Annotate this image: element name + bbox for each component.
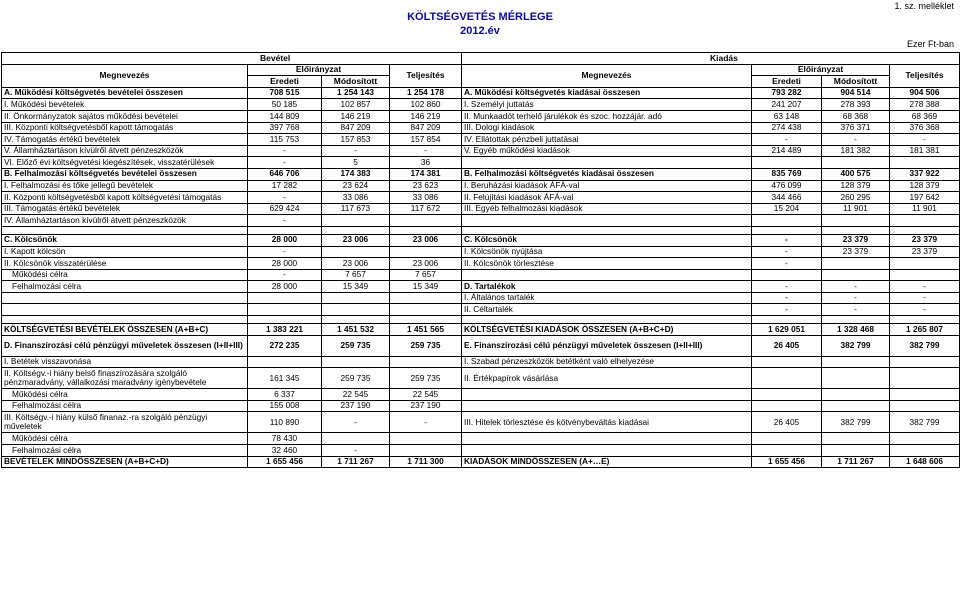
orig-right-cell: - [752,304,822,316]
header-fulfilment-right: Teljesítés [890,64,960,87]
fulfil-right-cell [890,356,960,368]
balance-table [1,52,960,468]
orig-right-cell: 835 769 [752,168,822,180]
table-row [2,292,960,304]
orig-right-cell [752,400,822,412]
mod-right-cell [822,356,890,368]
name-left-cell: II. Önkormányzatok sajátos működési bevételei [2,110,248,122]
table-row [2,433,960,445]
orig-right-cell [752,215,822,227]
fulfil-left-cell: 146 219 [390,110,462,122]
mod-right-cell [822,269,890,281]
table-row [2,168,960,180]
orig-left-cell: 646 706 [248,168,322,180]
mod-right-cell [822,258,890,270]
header-expense: Kiadás [462,53,960,65]
orig-left-cell: 144 809 [248,110,322,122]
name-left-cell [2,304,248,316]
orig-right-cell: - [752,234,822,246]
table-row [2,258,960,270]
fulfil-left-cell: 259 735 [390,335,462,356]
mod-right-cell: 23 379 [822,234,890,246]
orig-right-cell [752,433,822,445]
name-left-cell: II. Kölcsönök visszatérülése [2,258,248,270]
orig-left-cell [248,356,322,368]
mod-left-cell: 22 545 [322,389,390,401]
orig-right-cell: 793 282 [752,87,822,99]
name-left-cell: VI. Előző évi költségvetési kiegészítések, visszatérülések [2,157,248,169]
mod-right-cell: 382 799 [822,335,890,356]
mod-right-cell: 382 799 [822,412,890,433]
mod-left-cell: 33 086 [322,192,390,204]
orig-right-cell [752,389,822,401]
mod-right-cell [822,368,890,389]
name-right-cell: I. Beruházási kiadások ÁFÁ-val [462,180,752,192]
mod-right-cell [822,215,890,227]
orig-left-cell: 1 655 456 [248,456,322,468]
orig-right-cell: 26 405 [752,335,822,356]
fulfil-left-cell: 23 006 [390,258,462,270]
orig-left-cell: 28 000 [248,258,322,270]
separator-cell [752,316,822,324]
separator-cell [248,226,322,234]
name-right-cell: III. Egyéb felhalmozási kiadások [462,203,752,215]
mod-right-cell [822,400,890,412]
mod-right-cell: 260 295 [822,192,890,204]
fulfil-left-cell: 237 190 [390,400,462,412]
mod-left-cell [322,246,390,258]
mod-left-cell: 5 [322,157,390,169]
orig-left-cell: 17 282 [248,180,322,192]
fulfil-left-cell: 1 451 565 [390,324,462,336]
fulfil-right-cell [890,215,960,227]
orig-left-cell [248,304,322,316]
fulfil-right-cell: 337 922 [890,168,960,180]
orig-right-cell: 241 207 [752,99,822,111]
mod-right-cell [822,433,890,445]
name-right-cell: IV. Ellátottak pénzbeli juttatásai [462,134,752,146]
fulfil-left-cell: 157 854 [390,134,462,146]
header-fulfilment-left: Teljesítés [390,64,462,87]
table-row [2,180,960,192]
mod-right-cell [822,445,890,457]
orig-right-cell: 1 629 051 [752,324,822,336]
fulfil-left-cell [390,215,462,227]
mod-right-cell: 376 371 [822,122,890,134]
orig-left-cell [248,292,322,304]
fulfil-right-cell [890,368,960,389]
fulfil-right-cell [890,389,960,401]
name-left-cell: B. Felhalmozási költségvetés bevételei összesen [2,168,248,180]
fulfil-right-cell: 68 369 [890,110,960,122]
orig-right-cell: 1 655 456 [752,456,822,468]
orig-right-cell: 214 489 [752,145,822,157]
name-left-cell: III. Központi költségvetésből kapott támogatás [2,122,248,134]
separator-cell [322,226,390,234]
name-left-cell: II. Költségv.-i hiány belső finaszírozására szolgáló pénzmaradvány, vállalkozási maradvány igénybevétele [2,368,248,389]
fulfil-left-cell: 259 735 [390,368,462,389]
name-right-cell: II. Munkaadót terhelő járulékok és szoc. hozzájár. adó [462,110,752,122]
orig-right-cell: 476 099 [752,180,822,192]
fulfil-left-cell: - [390,145,462,157]
table-row [2,400,960,412]
name-right-cell: D. Tartalékok [462,281,752,293]
mod-left-cell: 1 451 532 [322,324,390,336]
name-right-cell: I. Kölcsönök nyújtása [462,246,752,258]
name-left-cell: I. Felhalmozási és tőke jellegű bevételek [2,180,248,192]
mod-right-cell: - [822,281,890,293]
page-subtitle: 2012.év [460,25,500,37]
mod-right-cell: 68 368 [822,110,890,122]
mod-left-cell [322,215,390,227]
orig-right-cell: - [752,258,822,270]
unit-label: Ezer Ft-ban [906,39,954,49]
annex-note: 1. sz. melléklet [894,1,954,11]
name-left-cell: D. Finanszírozási célú pénzügyi műveletek összesen (I+II+III) [2,335,248,356]
mod-left-cell [322,292,390,304]
table-row [2,192,960,204]
mod-right-cell: 1 328 468 [822,324,890,336]
name-right-cell [462,157,752,169]
fulfil-right-cell: 376 368 [890,122,960,134]
fulfil-right-cell: 23 379 [890,246,960,258]
mod-left-cell: 1 254 143 [322,87,390,99]
orig-left-cell: 155 008 [248,400,322,412]
header-appropriation-right: Előirányzat [752,64,890,76]
header-modified-right: Módosított [822,76,890,88]
orig-left-cell: 708 515 [248,87,322,99]
fulfil-left-cell [390,433,462,445]
name-left-cell: Működési célra [2,433,248,445]
mod-left-cell: 23 624 [322,180,390,192]
name-right-cell: II. Értékpapírok vásárlása [462,368,752,389]
separator-cell [322,316,390,324]
fulfil-right-cell: 128 379 [890,180,960,192]
orig-left-cell: 1 383 221 [248,324,322,336]
orig-right-cell: - [752,134,822,146]
fulfil-left-cell [390,246,462,258]
name-right-cell [462,445,752,457]
orig-right-cell [752,157,822,169]
fulfil-right-cell: 1 265 807 [890,324,960,336]
mod-right-cell: 181 382 [822,145,890,157]
name-left-cell: Felhalmozási célra [2,400,248,412]
fulfil-right-cell: 382 799 [890,335,960,356]
name-left-cell: A. Működési költségvetés bevételei összesen [2,87,248,99]
separator-cell [462,316,752,324]
name-right-cell: KÖLTSÉGVETÉSI KIADÁSOK ÖSSZESEN (A+B+C+D) [462,324,752,336]
fulfil-right-cell [890,269,960,281]
orig-right-cell: 63 148 [752,110,822,122]
mod-left-cell: 174 383 [322,168,390,180]
mod-left-cell: 237 190 [322,400,390,412]
name-left-cell: I. Betétek visszavonása [2,356,248,368]
name-right-cell: E. Finanszírozási célú pénzügyi műveletek összesen (I+II+III) [462,335,752,356]
mod-left-cell: 23 006 [322,258,390,270]
name-right-cell: V. Egyéb működési kiadások [462,145,752,157]
page-title: KÖLTSÉGVETÉS MÉRLEGE [407,11,553,23]
table-row [2,269,960,281]
fulfil-right-cell [890,433,960,445]
orig-right-cell: - [752,292,822,304]
fulfil-left-cell [390,292,462,304]
mod-right-cell [822,157,890,169]
mod-left-cell: 259 735 [322,368,390,389]
mod-left-cell: - [322,445,390,457]
mod-left-cell: 7 657 [322,269,390,281]
mod-left-cell: 102 857 [322,99,390,111]
header-name-right: Megnevezés [462,64,752,87]
name-left-cell: BEVÉTELEK MINDÖSSZESEN (A+B+C+D) [2,456,248,468]
header-original-left: Eredeti [248,76,322,88]
table-row [2,215,960,227]
fulfil-left-cell: 847 209 [390,122,462,134]
name-right-cell [462,269,752,281]
separator-cell [390,226,462,234]
fulfil-right-cell: 1 648 606 [890,456,960,468]
name-right-cell: I. Szabad pénzeszközök betétként való elhelyezése [462,356,752,368]
fulfil-left-cell: 1 254 178 [390,87,462,99]
orig-right-cell [752,269,822,281]
fulfil-right-cell: 11 901 [890,203,960,215]
table-row [2,389,960,401]
fulfil-right-cell: 23 379 [890,234,960,246]
mod-left-cell [322,304,390,316]
fulfil-right-cell: - [890,134,960,146]
table-row [2,246,960,258]
orig-left-cell: - [248,145,322,157]
mod-left-cell: 15 349 [322,281,390,293]
table-row [2,203,960,215]
table-row [2,87,960,99]
fulfil-left-cell: 23 623 [390,180,462,192]
table-row [2,99,960,111]
name-left-cell: Felhalmozási célra [2,281,248,293]
name-right-cell: A. Működési költségvetés kiadásai összesen [462,87,752,99]
name-right-cell: II. Felújítási kiadások ÁFÁ-val [462,192,752,204]
orig-right-cell: 274 438 [752,122,822,134]
mod-right-cell: - [822,134,890,146]
fulfil-right-cell [890,258,960,270]
separator-cell [822,316,890,324]
table-row [2,456,960,468]
orig-left-cell: 50 185 [248,99,322,111]
mod-left-cell: 259 735 [322,335,390,356]
name-right-cell [462,389,752,401]
fulfil-right-cell: - [890,281,960,293]
fulfil-left-cell: 174 381 [390,168,462,180]
name-left-cell: IV. Államháztartáson kívülről átvett pénzeszközök [2,215,248,227]
mod-left-cell: 146 219 [322,110,390,122]
orig-left-cell: 78 430 [248,433,322,445]
fulfil-left-cell: 7 657 [390,269,462,281]
mod-left-cell: - [322,145,390,157]
name-left-cell: C. Kölcsönök [2,234,248,246]
header-modified-left: Módosított [322,76,390,88]
orig-left-cell: 115 753 [248,134,322,146]
separator-cell [248,316,322,324]
name-left-cell: Működési célra [2,389,248,401]
name-left-cell: Működési célra [2,269,248,281]
fulfil-right-cell [890,157,960,169]
mod-right-cell: 128 379 [822,180,890,192]
header-name-left: Megnevezés [2,64,248,87]
name-left-cell: I. Kapott kölcsön [2,246,248,258]
orig-left-cell: 397 768 [248,122,322,134]
mod-right-cell: 11 901 [822,203,890,215]
table-row [2,304,960,316]
orig-right-cell: - [752,246,822,258]
fulfil-left-cell [390,304,462,316]
fulfil-left-cell: 1 711 300 [390,456,462,468]
orig-left-cell: 6 337 [248,389,322,401]
orig-right-cell [752,368,822,389]
name-right-cell: KIADÁSOK MINDÖSSZESEN (A+…E) [462,456,752,468]
fulfil-left-cell: 117 672 [390,203,462,215]
orig-left-cell: 110 890 [248,412,322,433]
fulfil-left-cell: 102 860 [390,99,462,111]
name-right-cell: III. Hitelek törlesztése és kötvénybeváltás kiadásai [462,412,752,433]
table-row [2,157,960,169]
separator-cell [822,226,890,234]
mod-right-cell: 23 379 [822,246,890,258]
name-right-cell: B. Felhalmozási költségvetés kiadásai összesen [462,168,752,180]
fulfil-left-cell: 33 086 [390,192,462,204]
name-right-cell: II. Céltartalék [462,304,752,316]
orig-right-cell [752,356,822,368]
orig-left-cell: 161 345 [248,368,322,389]
table-row [2,324,960,336]
fulfil-right-cell: - [890,304,960,316]
header-original-right: Eredeti [752,76,822,88]
mod-right-cell: 400 575 [822,168,890,180]
name-right-cell: I. Általános tartalék [462,292,752,304]
table-row [2,281,960,293]
name-right-cell: II. Kölcsönök törlesztése [462,258,752,270]
separator-cell [390,316,462,324]
mod-left-cell: 847 209 [322,122,390,134]
table-row [2,356,960,368]
fulfil-left-cell: 36 [390,157,462,169]
orig-right-cell: 26 405 [752,412,822,433]
name-left-cell: III. Támogatás értékű bevételek [2,203,248,215]
fulfil-left-cell: 22 545 [390,389,462,401]
mod-left-cell: - [322,412,390,433]
orig-left-cell: - [248,192,322,204]
name-left-cell: KÖLTSÉGVETÉSI BEVÉTELEK ÖSSZESEN (A+B+C) [2,324,248,336]
mod-right-cell [822,389,890,401]
separator-cell [890,226,960,234]
separator-cell [2,226,248,234]
separator-cell [2,316,248,324]
fulfil-left-cell: - [390,412,462,433]
orig-right-cell: 344 466 [752,192,822,204]
mod-right-cell: 904 514 [822,87,890,99]
table-row [2,335,960,356]
fulfil-left-cell [390,356,462,368]
orig-left-cell: 629 424 [248,203,322,215]
table-row [2,134,960,146]
mod-right-cell: 1 711 267 [822,456,890,468]
mod-right-cell: 278 393 [822,99,890,111]
mod-left-cell: 157 853 [322,134,390,146]
name-left-cell: II. Központi költségvetésből kapott költségvetési támogatás [2,192,248,204]
name-left-cell: I. Működési bevételek [2,99,248,111]
name-left-cell: V. Államháztartáson kívülről átvett pénzeszközök [2,145,248,157]
fulfil-right-cell [890,445,960,457]
fulfil-left-cell: 15 349 [390,281,462,293]
table-row [2,145,960,157]
separator-row [2,226,960,234]
name-right-cell [462,215,752,227]
fulfil-right-cell: 904 506 [890,87,960,99]
table-row [2,445,960,457]
fulfil-right-cell: 197 642 [890,192,960,204]
name-left-cell: III. Költségv.-i hiány külső finanaz.-ra szolgáló pénzügyi műveletek [2,412,248,433]
name-right-cell: I. Személyi juttatás [462,99,752,111]
orig-left-cell: - [248,157,322,169]
mod-left-cell [322,433,390,445]
mod-left-cell: 23 006 [322,234,390,246]
orig-left-cell: 272 235 [248,335,322,356]
name-right-cell [462,400,752,412]
table-row [2,234,960,246]
name-right-cell: III. Dologi kiadások [462,122,752,134]
orig-left-cell: 28 000 [248,281,322,293]
name-left-cell: IV. Támogatás értékű bevételek [2,134,248,146]
table-row [2,110,960,122]
separator-cell [752,226,822,234]
mod-left-cell: 1 711 267 [322,456,390,468]
table-row [2,412,960,433]
separator-row [2,316,960,324]
name-right-cell: C. Kölcsönök [462,234,752,246]
fulfil-right-cell [890,400,960,412]
mod-left-cell [322,356,390,368]
orig-right-cell: - [752,281,822,293]
orig-left-cell: - [248,215,322,227]
fulfil-right-cell: 181 381 [890,145,960,157]
name-right-cell [462,433,752,445]
mod-left-cell: 117 673 [322,203,390,215]
fulfil-right-cell: 278 388 [890,99,960,111]
mod-right-cell: - [822,304,890,316]
separator-cell [890,316,960,324]
fulfil-right-cell: - [890,292,960,304]
header-income: Bevétel [2,53,462,65]
table-row [2,368,960,389]
orig-right-cell: 15 204 [752,203,822,215]
header-appropriation-left: Előirányzat [248,64,390,76]
table-row [2,122,960,134]
mod-right-cell: - [822,292,890,304]
orig-left-cell: 28 000 [248,234,322,246]
fulfil-left-cell [390,445,462,457]
orig-left-cell: - [248,269,322,281]
orig-left-cell: 32 460 [248,445,322,457]
name-left-cell: Felhalmozási célra [2,445,248,457]
fulfil-left-cell: 23 006 [390,234,462,246]
name-left-cell [2,292,248,304]
orig-right-cell [752,445,822,457]
orig-left-cell: - [248,246,322,258]
separator-cell [462,226,752,234]
fulfil-right-cell: 382 799 [890,412,960,433]
